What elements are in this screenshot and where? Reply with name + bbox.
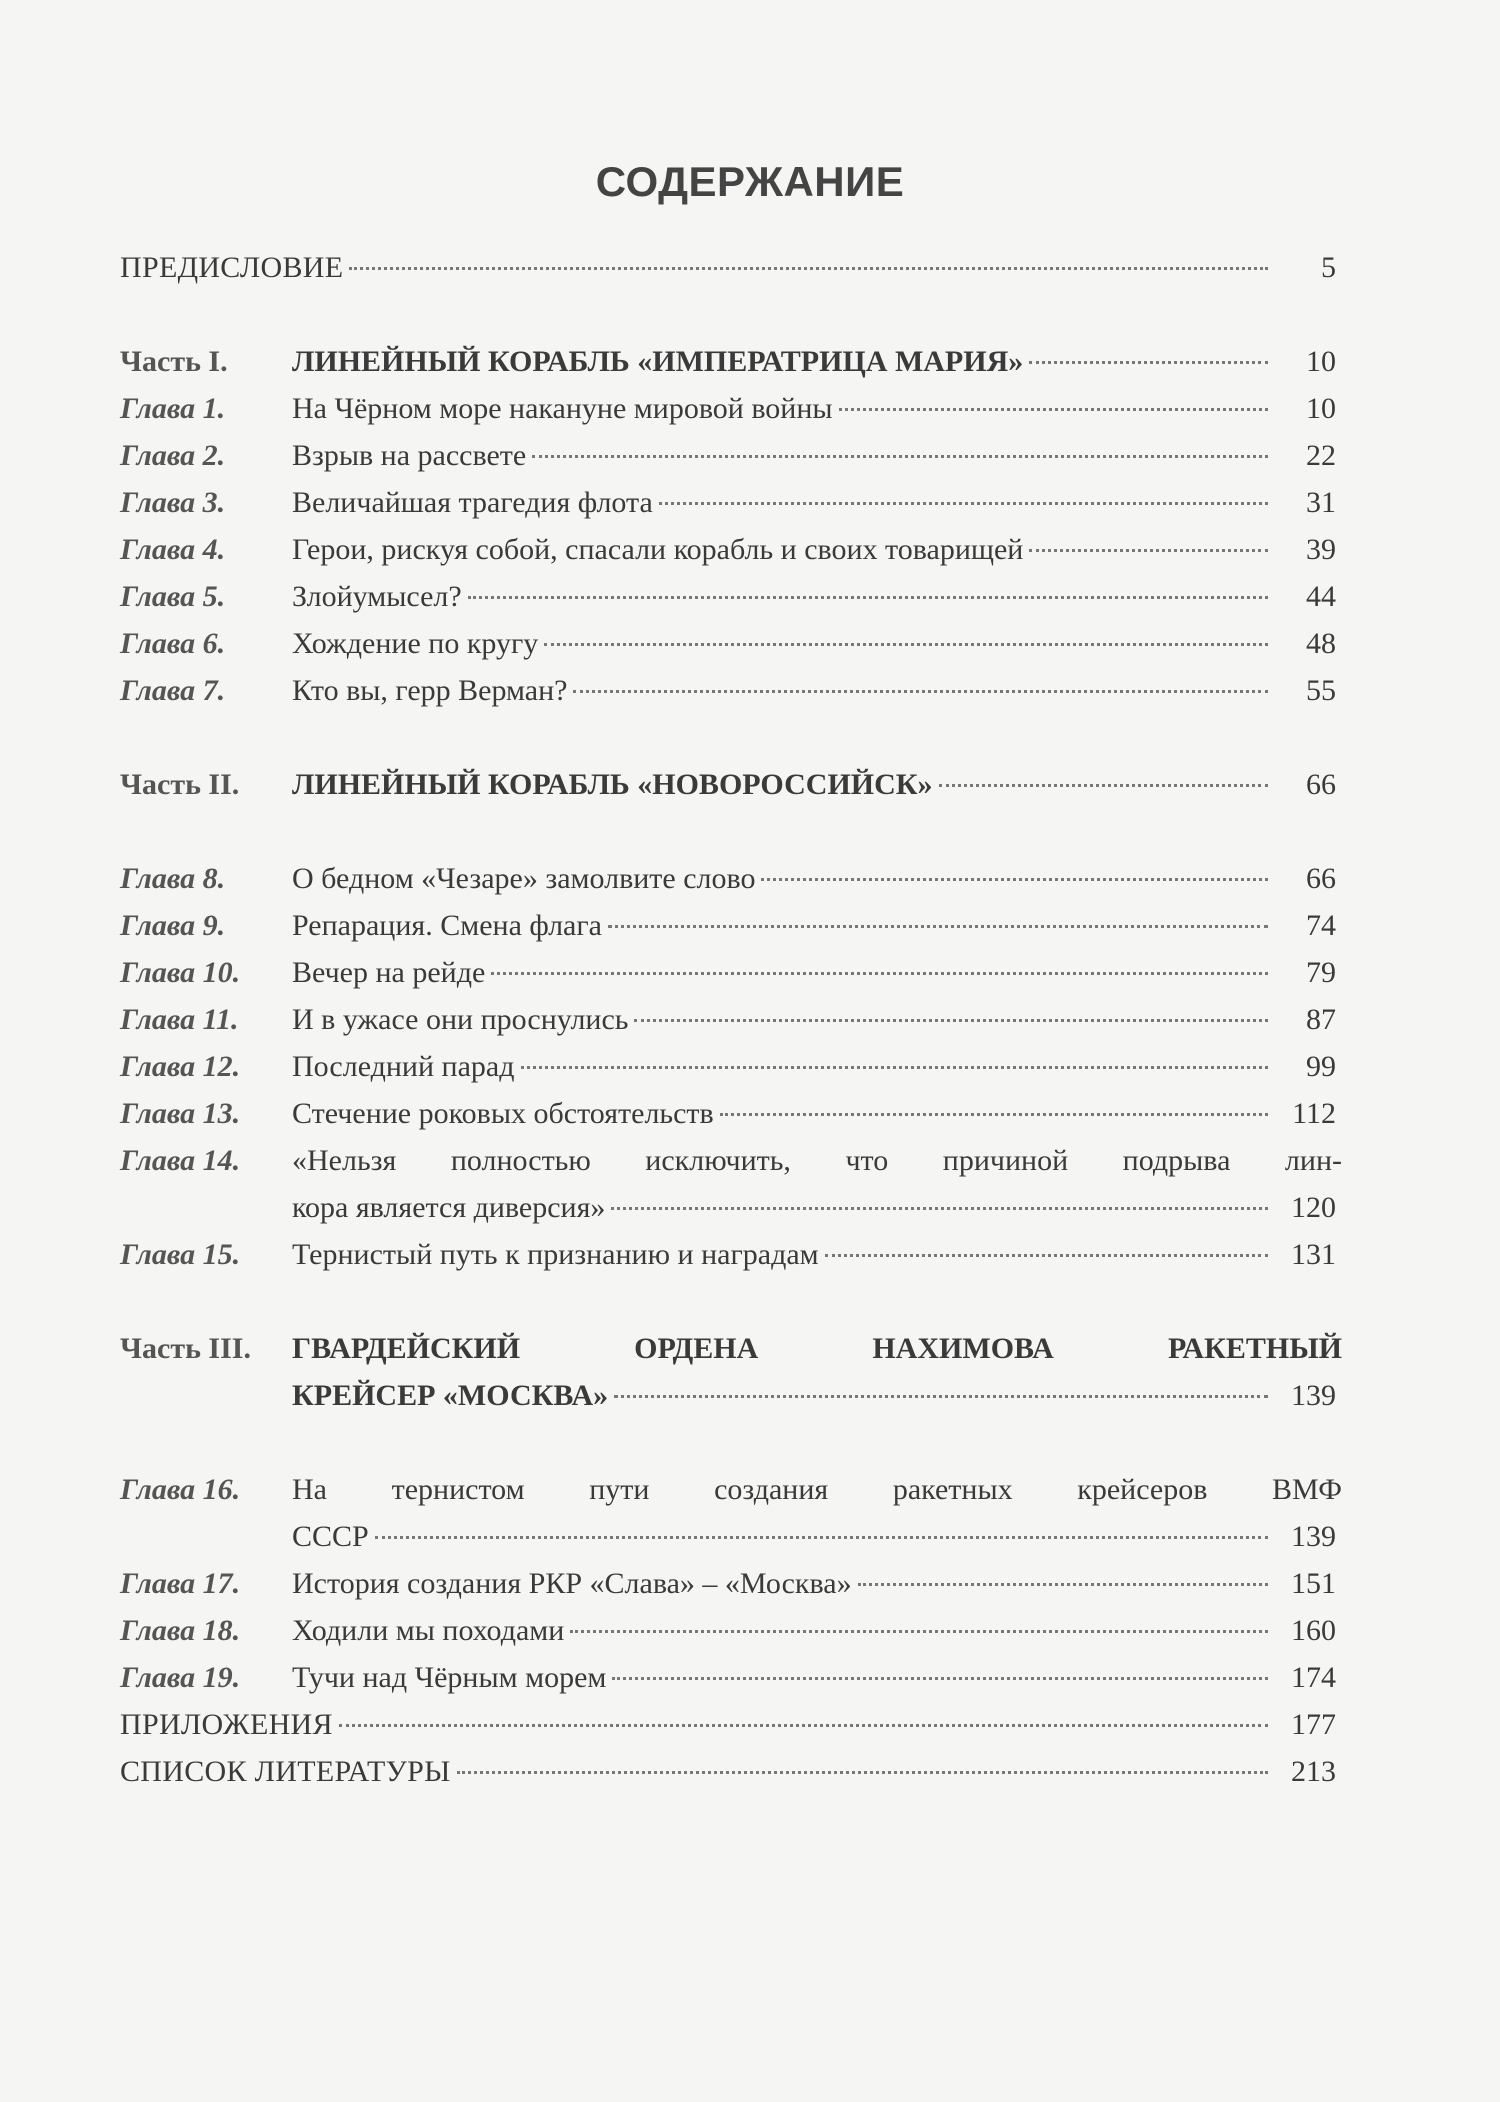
page-title: СОДЕРЖАНИЕ xyxy=(595,158,905,205)
chapter-label: Глава 11. xyxy=(120,1003,239,1036)
entry-title: Тучи над Чёрным морем xyxy=(292,1661,607,1694)
toc-entry-appendix xyxy=(120,1701,1336,1748)
dot-leader xyxy=(939,783,1268,787)
entry-title: ЛИНЕЙНЫЙ КОРАБЛЬ «НОВОРОССИЙСК» xyxy=(292,768,933,801)
dot-leader xyxy=(839,407,1268,411)
chapter-label: Глава 8. xyxy=(120,862,226,895)
dot-leader xyxy=(457,1770,1268,1774)
page-number: 10 xyxy=(1306,345,1336,378)
toc-entry-chapter-12 xyxy=(120,1043,1336,1090)
entry-title: ЛИНЕЙНЫЙ КОРАБЛЬ «ИМПЕРАТРИЦА МАРИЯ» xyxy=(292,345,1024,378)
dot-leader xyxy=(1029,548,1268,552)
page-number: 44 xyxy=(1306,580,1336,613)
chapter-label: Глава 17. xyxy=(120,1567,241,1600)
entry-title-line-1: «Нельзя полностью исключить, что причиной подрыва лин- xyxy=(292,1144,1342,1177)
toc-entry-part-3-continued xyxy=(120,1372,1336,1419)
chapter-label: Глава 12. xyxy=(120,1050,241,1083)
chapter-label: Глава 1. xyxy=(120,392,226,425)
toc-entry-chapter-14-continued xyxy=(120,1184,1336,1231)
part-label: Часть I. xyxy=(120,345,228,378)
chapter-label: Глава 14. xyxy=(120,1144,241,1177)
page-number: 151 xyxy=(1291,1567,1336,1600)
chapter-label: Глава 19. xyxy=(120,1661,241,1694)
entry-title: Последний парад xyxy=(292,1050,515,1083)
dot-leader xyxy=(720,1112,1268,1116)
toc-entry-chapter-14 xyxy=(120,1137,1342,1184)
dot-leader xyxy=(659,501,1268,505)
page-number: 160 xyxy=(1291,1614,1336,1647)
chapter-label: Глава 15. xyxy=(120,1238,241,1271)
page-number: 213 xyxy=(1291,1755,1336,1788)
page-number: 177 xyxy=(1291,1708,1336,1741)
toc-entry-chapter-1 xyxy=(120,385,1336,432)
entry-title: О бедном «Чезаре» замолвите слово xyxy=(292,862,756,895)
page-number: 87 xyxy=(1306,1003,1336,1036)
dot-leader xyxy=(544,642,1268,646)
toc-entry-chapter-5 xyxy=(120,573,1336,620)
page-number: 66 xyxy=(1306,862,1336,895)
dot-leader xyxy=(634,1018,1268,1022)
page-number: 48 xyxy=(1306,627,1336,660)
chapter-label: Глава 18. xyxy=(120,1614,241,1647)
entry-title-line-1: ГВАРДЕЙСКИЙ ОРДЕНА НАХИМОВА РАКЕТНЫЙ xyxy=(292,1332,1342,1365)
toc-entry-chapter-9 xyxy=(120,902,1336,949)
page-number: 131 xyxy=(1291,1238,1336,1271)
entry-title-line-2: КРЕЙСЕР «МОСКВА» xyxy=(292,1379,609,1412)
toc-entry-chapter-15 xyxy=(120,1231,1336,1278)
chapter-label: Глава 5. xyxy=(120,580,226,613)
toc-entry-chapter-17 xyxy=(120,1560,1336,1607)
page-number: 22 xyxy=(1306,439,1336,472)
chapter-label: Глава 4. xyxy=(120,533,226,566)
chapter-label: Глава 6. xyxy=(120,627,226,660)
dot-leader xyxy=(858,1582,1268,1586)
entry-title: СПИСОК ЛИТЕРАТУРЫ xyxy=(120,1755,451,1788)
entry-title-line-2: СССР xyxy=(292,1520,369,1553)
page-number: 139 xyxy=(1291,1379,1336,1412)
entry-title: Стечение роковых обстоятельств xyxy=(292,1097,714,1130)
toc-entry-chapter-6 xyxy=(120,620,1336,667)
dot-leader xyxy=(532,454,1268,458)
toc-entry-part-3 xyxy=(120,1325,1342,1372)
dot-leader xyxy=(349,266,1268,270)
dot-leader xyxy=(491,971,1268,975)
toc-entry-part-2 xyxy=(120,761,1336,808)
page-number: 112 xyxy=(1292,1097,1336,1130)
entry-title: ПРИЛОЖЕНИЯ xyxy=(120,1708,333,1741)
toc-entry-part-1 xyxy=(120,338,1336,385)
toc-entry-chapter-3 xyxy=(120,479,1336,526)
chapter-label: Глава 2. xyxy=(120,439,226,472)
dot-leader xyxy=(570,1629,1268,1633)
entry-title: И в ужасе они проснулись xyxy=(292,1003,629,1036)
entry-title: Герои, рискуя собой, спасали корабль и своих товарищей xyxy=(292,533,1024,566)
dot-leader xyxy=(1029,360,1268,364)
page-number: 55 xyxy=(1306,674,1336,707)
dot-leader xyxy=(761,877,1268,881)
chapter-label: Глава 16. xyxy=(120,1473,241,1506)
page-number: 174 xyxy=(1291,1661,1336,1694)
toc-entry-chapter-8 xyxy=(120,855,1336,902)
entry-title: Ходили мы походами xyxy=(292,1614,565,1647)
page-number: 66 xyxy=(1306,768,1336,801)
page-number: 79 xyxy=(1306,956,1336,989)
toc-entry-bibliography xyxy=(120,1748,1336,1795)
toc-entry-chapter-18 xyxy=(120,1607,1336,1654)
entry-title: Тернистый путь к признанию и наградам xyxy=(292,1238,819,1271)
toc-entry-chapter-2 xyxy=(120,432,1336,479)
page-number: 31 xyxy=(1306,486,1336,519)
entry-title: Взрыв на рассвете xyxy=(292,439,527,472)
toc-entry-chapter-4 xyxy=(120,526,1336,573)
toc-entry-chapter-10 xyxy=(120,949,1336,996)
page-number: 99 xyxy=(1306,1050,1336,1083)
toc-entry-chapter-7 xyxy=(120,667,1336,714)
entry-title: Кто вы, герр Верман? xyxy=(292,674,568,707)
dot-leader xyxy=(339,1723,1268,1727)
chapter-label: Глава 9. xyxy=(120,909,226,942)
toc-entry-chapter-16-continued xyxy=(120,1513,1336,1560)
toc-entry-chapter-11 xyxy=(120,996,1336,1043)
page-number: 10 xyxy=(1306,392,1336,425)
entry-title: Хождение по кругу xyxy=(292,627,539,660)
entry-title-line-2: кора является диверсия» xyxy=(292,1191,606,1224)
page-number: 74 xyxy=(1306,909,1336,942)
part-label: Часть III. xyxy=(120,1332,251,1365)
page-number: 120 xyxy=(1291,1191,1336,1224)
page-number: 39 xyxy=(1306,533,1336,566)
dot-leader xyxy=(612,1676,1268,1680)
entry-title-line-1: На тернистом пути создания ракетных крейсеров ВМФ xyxy=(292,1473,1342,1506)
page-number: 139 xyxy=(1291,1520,1336,1553)
dot-leader xyxy=(375,1535,1268,1539)
chapter-label: Глава 3. xyxy=(120,486,226,519)
dot-leader xyxy=(468,595,1268,599)
chapter-label: Глава 7. xyxy=(120,674,226,707)
entry-title: ПРЕДИСЛОВИЕ xyxy=(120,251,344,284)
part-label: Часть II. xyxy=(120,768,240,801)
dot-leader xyxy=(614,1394,1268,1398)
dot-leader xyxy=(608,924,1268,928)
dot-leader xyxy=(521,1065,1269,1069)
table-of-contents xyxy=(120,244,1342,1795)
entry-title: Вечер на рейде xyxy=(292,956,486,989)
dot-leader xyxy=(573,689,1268,693)
dot-leader xyxy=(825,1253,1268,1257)
entry-title: Величайшая трагедия флота xyxy=(292,486,653,519)
entry-title: Репарация. Смена флага xyxy=(292,909,602,942)
entry-title: История создания РКР «Слава» – «Москва» xyxy=(292,1567,852,1600)
dot-leader xyxy=(611,1206,1268,1210)
page-number: 5 xyxy=(1321,251,1336,284)
toc-entry-chapter-16 xyxy=(120,1466,1342,1513)
toc-entry-chapter-13 xyxy=(120,1090,1336,1137)
entry-title: На Чёрном море накануне мировой войны xyxy=(292,392,833,425)
chapter-label: Глава 13. xyxy=(120,1097,241,1130)
chapter-label: Глава 10. xyxy=(120,956,241,989)
toc-entry-chapter-19 xyxy=(120,1654,1336,1701)
toc-entry-preface xyxy=(120,244,1336,291)
entry-title: Злойумысел? xyxy=(292,580,462,613)
